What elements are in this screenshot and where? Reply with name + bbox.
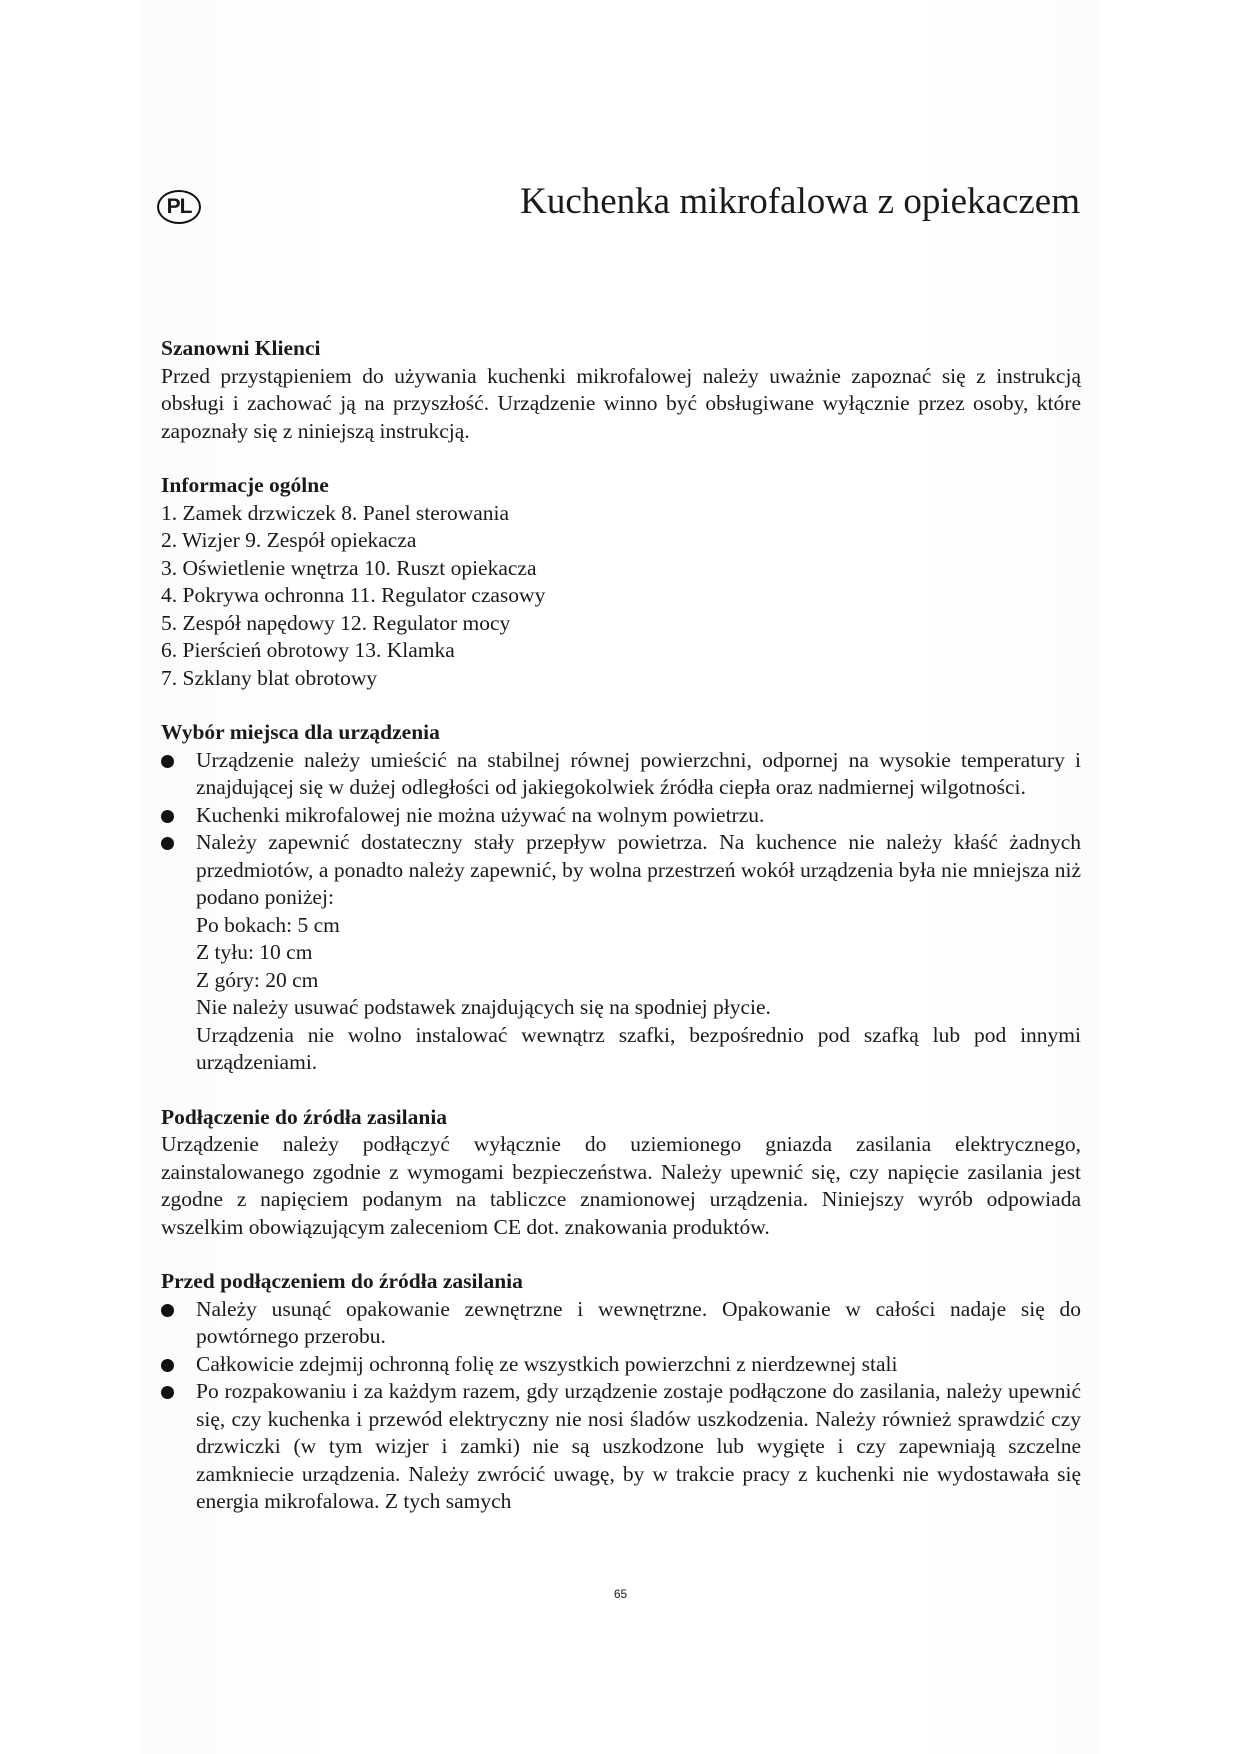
document-body (161, 335, 1081, 1543)
bullet-icon (161, 810, 174, 823)
feet-note: Nie należy usuwać podstawek znajdujących się na spodniej płycie. (196, 995, 771, 1019)
bullet-item (161, 1296, 1081, 1351)
bullet-icon (161, 837, 174, 850)
bullet-text: Urządzenie należy umieścić na stabilnej równej powierzchni, odpornej na wysokie temperatury i znajdującej się w dużej odległości od jakiegokolwiek źródła ciepła oraz nadmiernej wilgotności. (196, 747, 1081, 799)
before-connection-bullets (161, 1296, 1081, 1516)
bullet-icon (161, 1304, 174, 1317)
power-section (161, 1104, 1081, 1242)
intro-text: Przed przystąpieniem do używania kuchenki mikrofalowej należy uważnie zapoznać się z instrukcją obsługi i zachować ją na przyszłość. Urządzenie winno być obsługiwane wyłącznie przez osoby, które zapoznały się z niniejszą instrukcją. (161, 363, 1081, 443)
bullet-icon (161, 755, 174, 768)
intro-heading: Szanowni Klienci (161, 336, 321, 360)
power-heading: Podłączenie do źródła zasilania (161, 1104, 448, 1129)
list-item: 2. Wizjer 9. Zespół opiekacza (161, 528, 417, 552)
list-item: 3. Oświetlenie wnętrza 10. Ruszt opiekacza (161, 555, 537, 580)
clearance-sides: Po bokach: 5 cm (196, 912, 340, 937)
bullet-item (161, 829, 1081, 1077)
before-connection-section (161, 1268, 1081, 1516)
general-info-section (161, 472, 1081, 692)
location-bullets (161, 747, 1081, 1077)
parts-list (161, 500, 1081, 693)
list-item: 1. Zamek drzwiczek 8. Panel sterowania (161, 500, 510, 525)
power-text: Urządzenie należy podłączyć wyłącznie do uziemionego gniazda zasilania elektrycznego, zainstalowanego zgodnie z wymogami bezpieczeństwa. Należy upewnić się, czy napięcie zasilania jest zgodne z napięciem podanym na tabliczce znamionowej urządzenia. Niniejszy wyrób odpowiada wszelkim obowiązującym zaleceniom CE dot. znakowania produktów. (161, 1132, 1081, 1239)
list-item: 4. Pokrywa ochronna 11. Regulator czasowy (161, 583, 546, 607)
bullet-text: Należy zapewnić dostateczny stały przepływ powietrza. Na kuchence nie należy kłaść żadnych przedmiotów, a ponadto należy zapewnić, by wolna przestrzeń wokół urządzenia była nie mniejsza niż podano poniżej: (196, 830, 1081, 909)
bullet-text: Całkowicie zdejmij ochronną folię ze wszystkich powierzchni z nierdzewnej stali (196, 1351, 898, 1376)
page-title: Kuchenka mikrofalowa z opiekaczem (520, 181, 1080, 222)
clearance-top: Z góry: 20 cm (196, 967, 319, 992)
bullet-icon (161, 1386, 174, 1399)
bullet-item (161, 1351, 1081, 1379)
bullet-item (161, 747, 1081, 802)
list-item: 6. Pierścień obrotowy 13. Klamka (161, 638, 455, 662)
list-item: 5. Zespół napędowy 12. Regulator mocy (161, 610, 511, 635)
page-number: 65 (613, 1587, 628, 1601)
list-item: 7. Szklany blat obrotowy (161, 665, 378, 690)
general-info-heading: Informacje ogólne (161, 473, 329, 497)
before-connection-heading: Przed podłączeniem do źródła zasilania (161, 1269, 523, 1293)
bullet-item (161, 1378, 1081, 1516)
bullet-text: Należy usunąć opakowanie zewnętrzne i wewnętrzne. Opakowanie w całości nadaje się do powtórnego przerobu. (196, 1296, 1081, 1348)
location-heading: Wybór miejsca dla urządzenia (161, 720, 440, 744)
bullet-text: Kuchenki mikrofalowej nie można używać na wolnym powietrzu. (196, 802, 765, 827)
intro-section (161, 335, 1081, 445)
bullet-item (161, 802, 1081, 830)
language-badge: PL (157, 190, 201, 224)
location-section (161, 719, 1081, 1077)
bullet-text: Po rozpakowaniu i za każdym razem, gdy urządzenie zostaje podłączone do zasilania, należy upewnić się, czy kuchenka i przewód elektryczny nie nosi śladów uszkodzenia. Należy również sprawdzić czy drzwiczki (w tym wizjer i zamki) nie są uszkodzone lub wygięte i czy zapewniają szczelne zamkniecie urządzenia. Należy zwrócić uwagę, by w trakcie pracy z kuchenki nie wydostawała się energia mikrofalowa. Z tych samych (196, 1379, 1081, 1513)
bullet-icon (161, 1359, 174, 1372)
clearance-back: Z tyłu: 10 cm (196, 940, 313, 964)
cabinet-note: Urządzenia nie wolno instalować wewnątrz szafki, bezpośrednio pod szafką lub pod innymi urządzeniami. (196, 1022, 1081, 1074)
